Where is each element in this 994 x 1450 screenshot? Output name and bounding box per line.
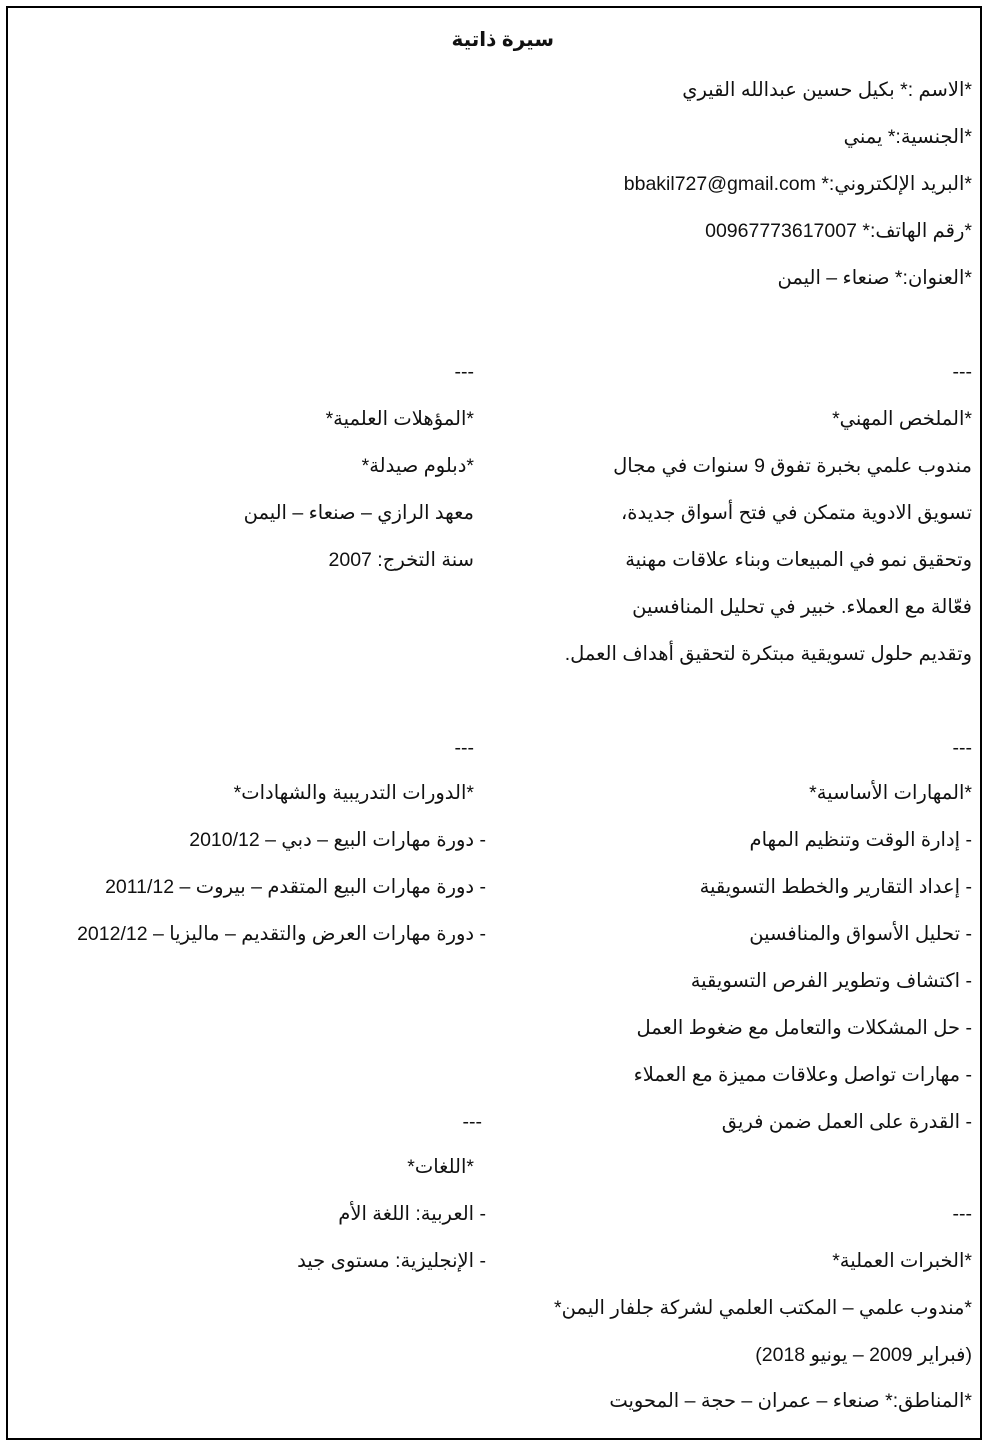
experience-regions: *المناطق:* صنعاء – عمران – حجة – المحويت bbox=[609, 1390, 972, 1412]
experience-position: *مندوب علمي – المكتب العلمي لشركة جلفار اليمن* bbox=[553, 1297, 972, 1319]
summary-line: وتقديم حلول تسويقية مبتكرة لتحقيق أهداف العمل. bbox=[564, 643, 972, 665]
course-item: - دورة مهارات البيع – دبي – 2010/12 bbox=[189, 829, 486, 851]
cv-page bbox=[6, 6, 982, 1440]
experience-period: (فبراير 2009 – يونيو 2018) bbox=[755, 1344, 972, 1366]
separator: --- bbox=[952, 361, 972, 383]
skill-item: - إعداد التقارير والخطط التسويقية bbox=[699, 876, 972, 898]
skill-item: - تحليل الأسواق والمنافسين bbox=[749, 923, 972, 945]
separator: --- bbox=[952, 1203, 972, 1225]
course-item: - دورة مهارات البيع المتقدم – بيروت – 2011/12 bbox=[105, 876, 486, 898]
qualification-degree: *دبلوم صيدلة* bbox=[361, 455, 474, 477]
skill-item: - إدارة الوقت وتنظيم المهام bbox=[749, 829, 972, 851]
separator: --- bbox=[454, 361, 474, 383]
summary-line: فعّالة مع العملاء. خبير في تحليل المنافسين bbox=[632, 596, 972, 618]
skill-item: - مهارات تواصل وعلاقات مميزة مع العملاء bbox=[633, 1064, 972, 1086]
experience-heading: *الخبرات العملية* bbox=[832, 1250, 972, 1272]
summary-heading: *الملخص المهني* bbox=[832, 408, 972, 430]
course-item: - دورة مهارات العرض والتقديم – ماليزيا – 2012/12 bbox=[77, 923, 486, 945]
languages-heading: *اللغات* bbox=[407, 1156, 474, 1178]
courses-heading: *الدورات التدريبية والشهادات* bbox=[233, 782, 474, 804]
language-item: - الإنجليزية: مستوى جيد bbox=[297, 1250, 486, 1272]
qualifications-heading: *المؤهلات العلمية* bbox=[325, 408, 474, 430]
skill-item: - حل المشكلات والتعامل مع ضغوط العمل bbox=[636, 1017, 972, 1039]
nationality-line: *الجنسية:* يمني bbox=[843, 126, 972, 148]
skill-item: - اكتشاف وتطوير الفرص التسويقية bbox=[690, 970, 972, 992]
qualification-graduation: سنة التخرج: 2007 bbox=[328, 549, 474, 571]
skills-heading: *المهارات الأساسية* bbox=[809, 782, 972, 804]
qualification-institute: معهد الرازي – صنعاء – اليمن bbox=[243, 502, 474, 524]
document-title: سيرة ذاتية bbox=[451, 29, 554, 51]
language-item: - العربية: اللغة الأم bbox=[338, 1203, 486, 1225]
phone-line: *رقم الهاتف:* 00967773617007 bbox=[705, 220, 972, 242]
separator: --- bbox=[952, 737, 972, 759]
name-line: *الاسم :* بكيل حسين عبدالله القيري bbox=[682, 79, 972, 101]
skill-item: - القدرة على العمل ضمن فريق bbox=[721, 1111, 972, 1133]
summary-line: تسويق الادوية متمكن في فتح أسواق جديدة، bbox=[620, 502, 972, 524]
separator: --- bbox=[462, 1111, 482, 1133]
summary-line: وتحقيق نمو في المبيعات وبناء علاقات مهنية bbox=[625, 549, 972, 571]
separator: --- bbox=[454, 737, 474, 759]
summary-line: مندوب علمي بخبرة تفوق 9 سنوات في مجال bbox=[613, 455, 972, 477]
address-line: *العنوان:* صنعاء – اليمن bbox=[777, 267, 972, 289]
email-line: *البريد الإلكتروني:* bbakil727@gmail.com bbox=[623, 173, 972, 195]
